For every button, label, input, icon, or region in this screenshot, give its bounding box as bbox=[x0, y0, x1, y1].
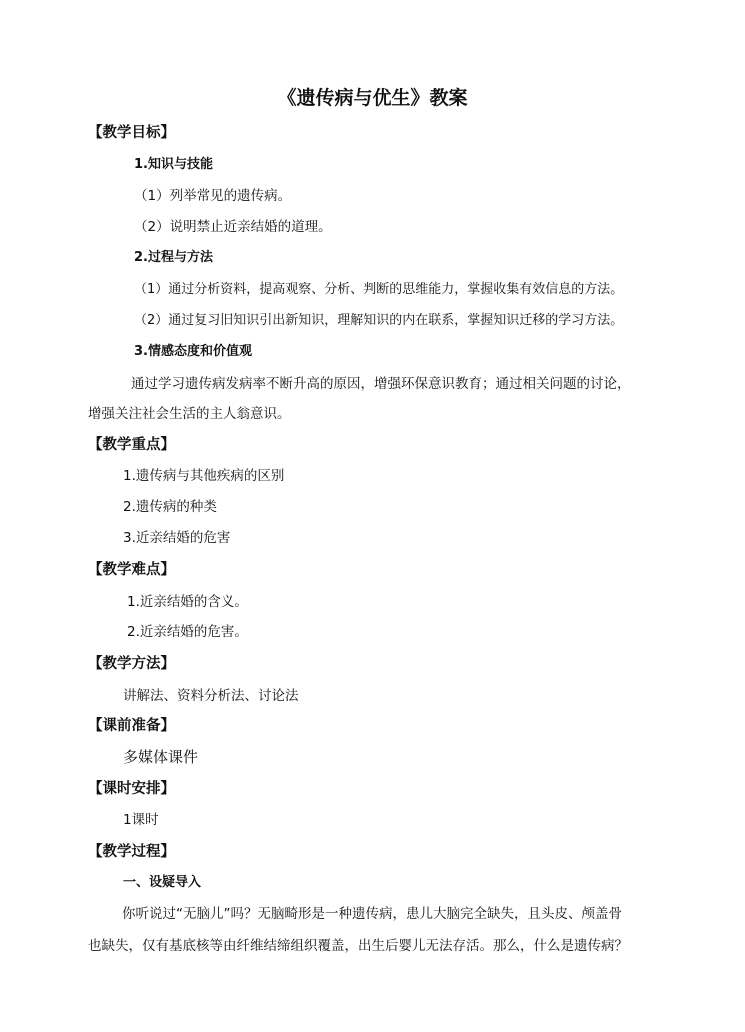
paragraph-line: 通过学习遗传病发病率不断升高的原因，增强环保意识教育；通过相关问题的讨论， bbox=[131, 376, 631, 392]
section-heading-difficulties: 【教学难点】 bbox=[88, 562, 175, 578]
objective-item: （2）通过复习旧知识引出新知识，理解知识的内在联系，掌握知识迁移的学习方法。 bbox=[134, 313, 624, 328]
methods-text: 讲解法、资料分析法、讨论法 bbox=[123, 688, 299, 704]
paragraph-line: 也缺失，仅有基底核等由纤维结缔组织覆盖，出生后婴儿无法存活。那么，什么是遗传病？ bbox=[88, 938, 628, 954]
subheading-knowledge: 1.知识与技能 bbox=[134, 157, 213, 172]
section-heading-schedule: 【课时安排】 bbox=[88, 781, 175, 797]
schedule-text: 1课时 bbox=[123, 812, 159, 828]
subheading-emotion: 3.情感态度和价值观 bbox=[134, 344, 252, 359]
subheading-intro: 一、设疑导入 bbox=[123, 875, 202, 890]
paragraph-line: 你听说过“无脑儿”吗？无脑畸形是一种遗传病，患儿大脑完全缺失，且头皮、颅盖骨 bbox=[122, 906, 622, 922]
section-heading-objectives: 【教学目标】 bbox=[88, 125, 175, 141]
objective-item: （1）列举常见的遗传病。 bbox=[134, 188, 292, 204]
paragraph-line: 增强关注社会生活的主人翁意识。 bbox=[88, 406, 291, 422]
subheading-process: 2.过程与方法 bbox=[134, 250, 213, 265]
key-point-item: 1.遗传病与其他疾病的区别 bbox=[123, 468, 285, 484]
document-title: 《遗传病与优生》教案 bbox=[277, 87, 468, 109]
difficulty-item: 2.近亲结婚的危害。 bbox=[127, 624, 248, 640]
section-heading-process: 【教学过程】 bbox=[88, 844, 175, 860]
section-heading-key-points: 【教学重点】 bbox=[88, 437, 175, 453]
objective-item: （2）说明禁止近亲结婚的道理。 bbox=[134, 219, 332, 235]
objective-item: （1）通过分析资料，提高观察、分析、判断的思维能力，掌握收集有效信息的方法。 bbox=[134, 282, 624, 297]
difficulty-item: 1.近亲结婚的含义。 bbox=[127, 594, 248, 610]
key-point-item: 2.遗传病的种类 bbox=[123, 499, 217, 515]
section-heading-methods: 【教学方法】 bbox=[88, 656, 175, 672]
key-point-item: 3.近亲结婚的危害 bbox=[123, 530, 231, 546]
section-heading-preparation: 【课前准备】 bbox=[88, 718, 175, 734]
preparation-text: 多媒体课件 bbox=[123, 748, 199, 766]
